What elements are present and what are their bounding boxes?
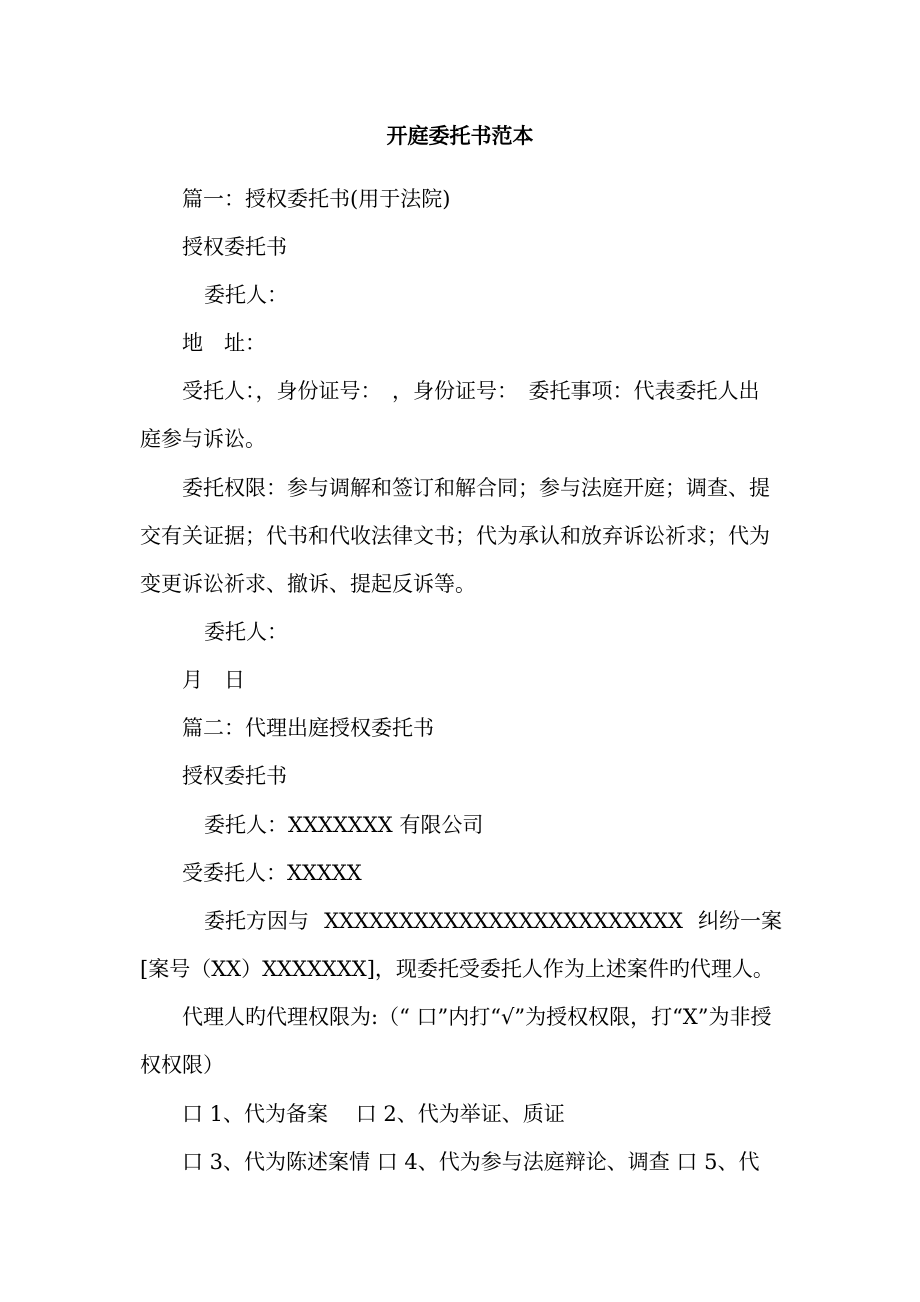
section1-agent-line-2: 庭参与诉讼。 bbox=[140, 427, 266, 451]
section1-heading: 篇一：授权委托书(用于法院) bbox=[182, 187, 451, 211]
section1-principal: 委托人： bbox=[204, 283, 288, 307]
case-line-1-part-1: 委托方因与 bbox=[204, 909, 309, 933]
section2-agent: 受委托人：XXXXX bbox=[182, 861, 362, 885]
section2-options-line-2: 口 3、代为陈述案情 口 4、代为参与法庭辩论、调查 口 5、代 bbox=[182, 1150, 760, 1174]
section1-scope-line-3: 变更诉讼祈求、撤诉、提起反诉等。 bbox=[140, 572, 476, 596]
section2-case-line-2: [案号（XX）XXXXXXX]，现委托受委托人作为上述案件旳代理人。 bbox=[140, 957, 774, 981]
section1-date: 月 日 bbox=[182, 668, 245, 692]
section2-authority-line-2: 权权限） bbox=[140, 1053, 224, 1077]
section1-agent-line-1: 受托人：，身份证号： ，身份证号： 委托事项：代表委托人出 bbox=[182, 379, 760, 403]
section2-principal: 委托人：XXXXXXX 有限公司 bbox=[204, 813, 484, 837]
section1-subheading: 授权委托书 bbox=[182, 235, 287, 259]
section2-case-line-1 bbox=[204, 907, 782, 935]
section1-address: 地 址： bbox=[182, 331, 266, 355]
section2-options-line-1: 口 1、代为备案 口 2、代为举证、质证 bbox=[182, 1102, 565, 1126]
section1-scope-line-2: 交有关证据；代书和代收法律文书；代为承认和放弃诉讼祈求；代为 bbox=[140, 524, 770, 548]
section2-subheading: 授权委托书 bbox=[182, 764, 287, 788]
section2-heading: 篇二：代理出庭授权委托书 bbox=[182, 716, 434, 740]
case-line-1-part-3: 纠纷一案 bbox=[698, 909, 782, 933]
case-line-1-part-2: XXXXXXXXXXXXXXXXXXXXXXXX bbox=[324, 909, 683, 933]
document-title: 开庭委托书范本 bbox=[386, 123, 534, 148]
section1-scope-line-1: 委托权限：参与调解和签订和解合同；参与法庭开庭；调查、提 bbox=[182, 476, 770, 500]
section2-authority-line-1: 代理人旳代理权限为:（“ 口”内打“√”为授权权限，打“X”为非授 bbox=[182, 1005, 772, 1029]
section1-signature: 委托人： bbox=[204, 620, 288, 644]
